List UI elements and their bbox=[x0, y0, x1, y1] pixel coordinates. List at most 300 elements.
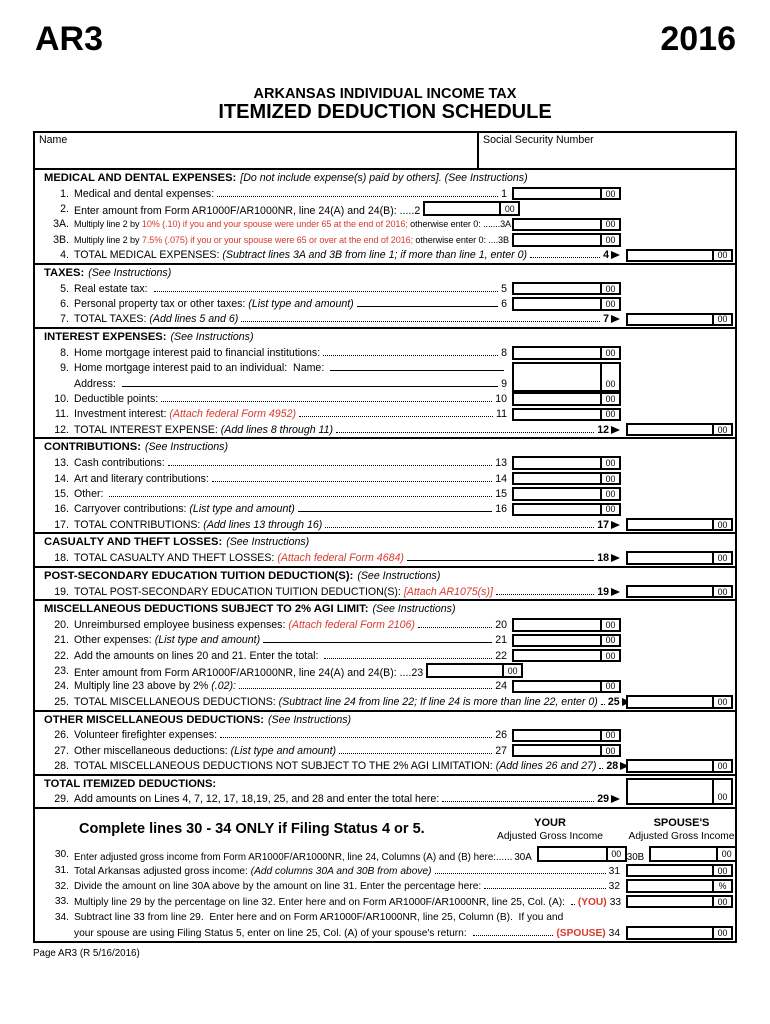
line-16-row bbox=[35, 502, 735, 517]
line-14-text bbox=[74, 473, 507, 485]
line-26-amount-input[interactable] bbox=[514, 731, 600, 740]
cents-label: 00 bbox=[712, 928, 731, 938]
line-4-amount-field bbox=[626, 249, 733, 262]
line-32-text bbox=[74, 880, 620, 892]
line-30-number: 30. bbox=[54, 849, 69, 861]
line-7-amount-field bbox=[626, 313, 733, 326]
line-6-text bbox=[74, 298, 507, 310]
line-23-text bbox=[74, 663, 735, 679]
line-23-label: Enter amount from Form AR1000F/AR1000NR, line 24(A) and 24(B): .... bbox=[74, 667, 412, 680]
blank-line[interactable] bbox=[330, 362, 504, 371]
arrow-icon bbox=[611, 795, 620, 803]
line-16-amount-input[interactable] bbox=[514, 505, 600, 514]
line-8-label: Home mortgage interest paid to financial institutions: bbox=[74, 346, 321, 359]
line-23-number: 23. bbox=[54, 665, 69, 678]
arrow-icon bbox=[611, 315, 620, 323]
line-10-amount-input[interactable] bbox=[514, 394, 600, 403]
line-11-label: Investment interest: bbox=[74, 408, 170, 421]
cents-label: 00 bbox=[499, 203, 518, 214]
line-34-row-2 bbox=[35, 925, 735, 941]
line-27-amount-field bbox=[512, 744, 621, 757]
cents-label: 00 bbox=[712, 897, 731, 907]
arrow-icon bbox=[611, 426, 620, 434]
line-25-amount-input[interactable] bbox=[628, 697, 712, 706]
line-23-amount-field bbox=[426, 663, 523, 678]
dot-leader bbox=[299, 408, 493, 417]
arrow-icon bbox=[611, 521, 620, 529]
line-12-amount-input[interactable] bbox=[628, 425, 712, 434]
section-contributions-header bbox=[35, 439, 735, 455]
line-18-text bbox=[74, 552, 620, 564]
line-1-amount-field bbox=[512, 187, 621, 200]
line-33-text bbox=[74, 896, 620, 908]
line-6-italic-note: (List type and amount) bbox=[248, 298, 354, 311]
line-32-amount-field bbox=[626, 879, 733, 893]
line-2-amount-field bbox=[423, 201, 520, 216]
line-28-amount-field bbox=[626, 759, 733, 772]
line-28-amount-input[interactable] bbox=[628, 761, 712, 770]
cents-label: 00 bbox=[600, 364, 619, 390]
line-26-label: Volunteer firefighter expenses: bbox=[74, 729, 218, 742]
line-15-amount-field bbox=[512, 487, 621, 500]
line-18-number: 18. bbox=[54, 552, 69, 565]
line-3a-ref: 3A bbox=[500, 219, 512, 230]
line-11-row bbox=[35, 407, 735, 422]
line-22-number: 22. bbox=[54, 649, 69, 662]
section-title: TAXES: bbox=[44, 266, 85, 279]
spouse-label: SPOUSE'S bbox=[653, 817, 710, 830]
section-note: (See Instructions) bbox=[144, 441, 228, 454]
line-25-text bbox=[74, 696, 620, 708]
section-tuition bbox=[35, 568, 735, 601]
cents-label: 00 bbox=[600, 489, 619, 498]
cents-label: 00 bbox=[600, 348, 619, 357]
line-8-number: 8. bbox=[60, 346, 69, 359]
cents-label: 00 bbox=[600, 189, 619, 198]
section-medical-header bbox=[35, 170, 735, 186]
section-title: CASUALTY AND THEFT LOSSES: bbox=[44, 536, 223, 549]
cents-label: 00 bbox=[600, 731, 619, 740]
line-5-ref: 5 bbox=[501, 282, 507, 295]
cents-label: 00 bbox=[600, 636, 619, 645]
dot-leader bbox=[442, 793, 594, 802]
section-title: POST-SECONDARY EDUCATION TUITION DEDUCTION(S): bbox=[44, 569, 354, 582]
line-9-label: Home mortgage interest paid to an individual: Name: bbox=[74, 362, 328, 375]
line-19-ref: 19 bbox=[597, 585, 609, 598]
line-25-label: TOTAL MISCELLANEOUS DEDUCTIONS: bbox=[74, 695, 279, 708]
line-15-ref: 15 bbox=[495, 487, 507, 500]
line-19-red-note: [Attach AR1075(s)] bbox=[403, 585, 493, 598]
line-7-row bbox=[35, 312, 735, 327]
line-19-row bbox=[35, 584, 735, 599]
line-1-label: Medical and dental expenses: bbox=[74, 187, 215, 200]
line-28-label: TOTAL MISCELLANEOUS DEDUCTIONS NOT SUBJECT TO THE 2% AGI LIMITATION: bbox=[74, 760, 496, 773]
line-20-ref: 20 bbox=[495, 618, 507, 631]
cents-label: 00 bbox=[716, 848, 735, 860]
line-17-number: 17. bbox=[54, 518, 69, 531]
line-29-text bbox=[74, 793, 620, 805]
line-34-number: 34. bbox=[54, 911, 69, 923]
line-30b-ref: 30B bbox=[626, 852, 645, 864]
cents-label: 00 bbox=[712, 520, 731, 529]
line-4-label: TOTAL MEDICAL EXPENSES: bbox=[74, 249, 223, 262]
line-3b-label-end: otherwise enter 0: .... bbox=[413, 234, 499, 245]
line-18-ref: 18 bbox=[597, 552, 609, 565]
section-casualty bbox=[35, 534, 735, 567]
cents-label: 00 bbox=[600, 620, 619, 629]
section-misc-2pct-header bbox=[35, 601, 735, 617]
line-16-text bbox=[74, 503, 507, 515]
dot-leader bbox=[324, 650, 492, 659]
line-31-amount-input[interactable] bbox=[628, 866, 712, 876]
line-3a-amount-field bbox=[512, 218, 621, 231]
your-label: YOUR bbox=[534, 817, 566, 830]
line-33-row bbox=[35, 894, 735, 910]
dot-leader bbox=[418, 619, 492, 628]
line-28-number: 28. bbox=[54, 760, 69, 773]
line-3b-label: Multiply line 2 by bbox=[74, 234, 142, 245]
line-31-amount-field bbox=[626, 864, 733, 878]
form-title-line1: ARKANSAS INDIVIDUAL INCOME TAX bbox=[253, 86, 517, 102]
cents-label: 00 bbox=[600, 458, 619, 467]
cents-label: 00 bbox=[600, 505, 619, 514]
section-note: (See Instructions) bbox=[268, 713, 352, 726]
line-33-amount-input[interactable] bbox=[628, 897, 712, 907]
line-19-label: TOTAL POST-SECONDARY EDUCATION TUITION DEDUCTION(S): bbox=[74, 585, 404, 598]
line-1-row bbox=[35, 186, 735, 201]
section-total-itemized bbox=[35, 776, 735, 809]
line-26-ref: 26 bbox=[495, 729, 507, 742]
blank-line[interactable] bbox=[357, 298, 498, 307]
line-5-row bbox=[35, 281, 735, 296]
section-note: (See Instructions) bbox=[226, 536, 310, 549]
cents-label: 00 bbox=[712, 587, 731, 596]
cents-label: 00 bbox=[600, 746, 619, 755]
cents-label: 00 bbox=[600, 299, 619, 308]
line-15-amount-input[interactable] bbox=[514, 489, 600, 498]
form-code: AR3 bbox=[35, 20, 104, 58]
section-note: (See Instructions) bbox=[170, 331, 254, 344]
line-14-number: 14. bbox=[54, 472, 69, 485]
line-9-name-row bbox=[35, 361, 735, 376]
line-18-amount-input[interactable] bbox=[628, 553, 712, 562]
name-field[interactable] bbox=[35, 133, 477, 168]
line-17-label: TOTAL CONTRIBUTIONS: bbox=[74, 518, 204, 531]
line-28-row bbox=[35, 758, 735, 773]
line-2-text bbox=[74, 201, 735, 217]
line-22-amount-input[interactable] bbox=[514, 651, 600, 660]
line-2-amount-input[interactable] bbox=[425, 203, 499, 214]
dot-leader bbox=[473, 927, 554, 936]
dot-leader bbox=[109, 488, 492, 497]
spouse-agi-column-header bbox=[628, 817, 735, 844]
line-31-label: Total Arkansas adjusted gross income: bbox=[74, 865, 251, 877]
line-18-red-note: (Attach federal Form 4684) bbox=[277, 552, 404, 565]
line-5-amount-input[interactable] bbox=[514, 284, 600, 293]
arrow-icon bbox=[611, 588, 620, 596]
line-31-row bbox=[35, 863, 735, 879]
line-27-italic-note: (List type and amount) bbox=[230, 744, 337, 757]
line-32-number: 32. bbox=[54, 880, 69, 892]
cents-label: 00 bbox=[600, 474, 619, 483]
line-25-ref: 25 bbox=[607, 695, 620, 708]
line-25-row bbox=[35, 694, 735, 709]
name-label: Name bbox=[39, 134, 68, 146]
line-32-ref: 32 bbox=[608, 881, 620, 893]
line-11-amount-field bbox=[512, 408, 621, 421]
line-3b-amount-input[interactable] bbox=[514, 235, 600, 244]
line-1-number: 1. bbox=[60, 187, 69, 200]
line-8-amount-input[interactable] bbox=[514, 348, 600, 357]
line-9-address-row bbox=[35, 376, 735, 391]
line-1-ref: 1 bbox=[501, 187, 507, 200]
line-34-amount-input[interactable] bbox=[628, 928, 712, 938]
line-34-spouse-label: (SPOUSE) bbox=[556, 927, 606, 939]
dot-leader bbox=[530, 249, 600, 258]
line-34-label-1: Subtract line 33 from line 29. Enter here and on Form AR1000F/AR1000NR, line 25, Column (B). If you and bbox=[74, 911, 564, 923]
line-28-italic-note: (Add lines 26 and 27) bbox=[495, 760, 597, 773]
line-13-amount-field bbox=[512, 456, 621, 469]
cents-label: 00 bbox=[502, 665, 521, 676]
line-10-ref: 10 bbox=[495, 392, 507, 405]
section-note: (See Instructions) bbox=[357, 569, 441, 582]
section-interest bbox=[35, 329, 735, 439]
section-other-misc-header bbox=[35, 712, 735, 728]
line-16-ref: 16 bbox=[495, 503, 507, 516]
dot-leader bbox=[336, 424, 594, 433]
dot-leader bbox=[168, 457, 493, 466]
line-33-ref: 33 bbox=[609, 896, 622, 908]
line-22-amount-field bbox=[512, 649, 621, 662]
line-20-amount-input[interactable] bbox=[514, 620, 600, 629]
line-23-amount-input[interactable] bbox=[428, 665, 502, 676]
line-13-label: Cash contributions: bbox=[74, 457, 165, 470]
line-30-label: Enter adjusted gross income from Form AR1000F/AR1000NR, line 24, Columns (A) and (B) here:...... bbox=[74, 852, 513, 864]
line-24-number: 24. bbox=[54, 680, 69, 693]
line-8-ref: 8 bbox=[501, 346, 507, 359]
line-7-italic-note: (Add lines 5 and 6) bbox=[149, 313, 239, 326]
filing-status-heading-row bbox=[35, 815, 735, 847]
ssn-field[interactable] bbox=[477, 133, 735, 168]
line-6-amount-input[interactable] bbox=[514, 299, 600, 308]
section-note: (See Instructions) bbox=[372, 603, 456, 616]
section-title: CONTRIBUTIONS: bbox=[44, 441, 141, 454]
dot-leader bbox=[161, 393, 492, 402]
section-misc-2pct bbox=[35, 601, 735, 711]
line-17-italic-note: (Add lines 13 through 16) bbox=[203, 518, 323, 531]
line-20-text bbox=[74, 619, 507, 631]
line-1-amount-input[interactable] bbox=[514, 189, 600, 198]
line-3a-row bbox=[35, 217, 735, 232]
line-12-label: TOTAL INTEREST EXPENSE: bbox=[74, 423, 221, 436]
section-note: [Do not include expense(s) paid by others]. (See Instructions) bbox=[240, 172, 528, 184]
line-3b-row bbox=[35, 232, 735, 247]
line-5-text bbox=[74, 283, 507, 295]
blank-line[interactable] bbox=[407, 552, 594, 561]
line-8-amount-field bbox=[512, 346, 621, 359]
dot-leader bbox=[212, 473, 492, 482]
line-28-text bbox=[74, 760, 620, 772]
line-15-row bbox=[35, 486, 735, 501]
line-7-ref: 7 bbox=[603, 313, 609, 326]
line-4-amount-input[interactable] bbox=[628, 251, 712, 260]
line-13-amount-input[interactable] bbox=[514, 458, 600, 467]
line-30b-amount-field bbox=[649, 846, 737, 862]
line-12-text bbox=[74, 424, 620, 436]
line-32-row bbox=[35, 878, 735, 894]
line-31-text bbox=[74, 865, 620, 877]
line-23-ref: 23 bbox=[411, 667, 424, 680]
line-30a-amount-input[interactable] bbox=[539, 848, 606, 860]
line-25-number: 25. bbox=[54, 695, 69, 708]
section-tuition-header bbox=[35, 568, 735, 584]
line-14-ref: 14 bbox=[495, 472, 507, 485]
line-21-italic-note: (List type and amount) bbox=[154, 634, 261, 647]
spouse-agi-label: Adjusted Gross Income bbox=[628, 830, 735, 842]
blank-line[interactable] bbox=[298, 503, 492, 512]
line-9-address-text bbox=[74, 378, 507, 390]
line-2-label: Enter amount from Form AR1000F/AR1000NR, line 24(A) and 24(B): ..... bbox=[74, 205, 415, 218]
cents-label: 00 bbox=[712, 761, 731, 770]
line-27-amount-input[interactable] bbox=[514, 746, 600, 755]
line-11-amount-input[interactable] bbox=[514, 410, 600, 419]
line-29-number: 29. bbox=[54, 793, 69, 806]
line-11-ref: 11 bbox=[496, 408, 507, 421]
line-27-number: 27. bbox=[54, 744, 69, 757]
section-title: OTHER MISCELLANEOUS DEDUCTIONS: bbox=[44, 713, 265, 726]
dot-leader bbox=[601, 696, 605, 705]
dot-leader bbox=[323, 347, 498, 356]
dot-leader bbox=[496, 586, 594, 595]
line-34-row-1 bbox=[35, 909, 735, 925]
line-7-amount-input[interactable] bbox=[628, 315, 712, 324]
line-30-text bbox=[74, 846, 735, 863]
cents-label: 00 bbox=[712, 315, 731, 324]
line-20-number: 20. bbox=[54, 618, 69, 631]
line-4-italic-note: (Subtract lines 3A and 3B from line 1; if more than line 1, enter 0) bbox=[222, 249, 527, 262]
line-3a-label-end: otherwise enter 0: ....... bbox=[407, 219, 501, 230]
cents-label: 00 bbox=[712, 866, 731, 876]
line-19-number: 19. bbox=[54, 585, 69, 598]
line-24-amount-input[interactable] bbox=[514, 682, 600, 691]
line-9-number: 9. bbox=[60, 362, 69, 375]
line-16-amount-field bbox=[512, 503, 621, 516]
blank-line[interactable] bbox=[122, 378, 498, 387]
line-29-amount-field bbox=[626, 778, 733, 805]
cents-label: 00 bbox=[600, 220, 619, 229]
blank-line[interactable] bbox=[263, 634, 492, 643]
line-26-text bbox=[74, 729, 507, 741]
line-24-italic-note: (.02): bbox=[211, 680, 236, 693]
dot-leader bbox=[217, 188, 498, 197]
dot-leader bbox=[435, 865, 606, 874]
line-12-italic-note: (Add lines 8 through 11) bbox=[220, 423, 334, 436]
line-6-number: 6. bbox=[60, 298, 69, 311]
line-21-amount-field bbox=[512, 634, 621, 647]
line-19-text bbox=[74, 586, 620, 598]
dot-leader bbox=[571, 896, 575, 905]
line-12-number: 12. bbox=[54, 423, 69, 436]
line-20-amount-field bbox=[512, 618, 621, 631]
line-33-amount-field bbox=[626, 895, 733, 909]
line-24-ref: 24 bbox=[495, 680, 507, 693]
cents-label: 00 bbox=[600, 651, 619, 660]
line-9-amount-input[interactable] bbox=[514, 364, 600, 390]
line-30b-amount-input[interactable] bbox=[651, 848, 716, 860]
line-3b-amount-field bbox=[512, 233, 621, 246]
line-11-text bbox=[74, 408, 507, 420]
line-3a-amount-input[interactable] bbox=[514, 220, 600, 229]
form-body bbox=[33, 131, 737, 943]
line-21-ref: 21 bbox=[495, 634, 507, 647]
line-20-red-note: (Attach federal Form 2106) bbox=[288, 618, 415, 631]
line-21-row bbox=[35, 633, 735, 648]
line-30a-amount-field bbox=[537, 846, 627, 862]
line-26-number: 26. bbox=[54, 729, 69, 742]
line-3a-red-note: 10% (.10) if you and your spouse were under 65 at the end of 2016; bbox=[141, 219, 408, 230]
identity-row bbox=[35, 133, 735, 170]
dot-leader bbox=[239, 680, 492, 689]
line-16-number: 16. bbox=[54, 503, 69, 516]
line-6-label: Personal property tax or other taxes: bbox=[74, 298, 249, 311]
dot-leader bbox=[241, 313, 600, 322]
line-6-amount-field bbox=[512, 297, 621, 310]
line-29-amount-input[interactable] bbox=[628, 780, 712, 803]
your-agi-column-header bbox=[490, 817, 610, 844]
line-11-number: 11. bbox=[55, 408, 69, 421]
line-17-amount-input[interactable] bbox=[628, 520, 712, 529]
line-26-amount-field bbox=[512, 729, 621, 742]
line-5-amount-field bbox=[512, 282, 621, 295]
line-24-row bbox=[35, 679, 735, 694]
line-14-row bbox=[35, 471, 735, 486]
line-31-italic-note: (Add columns 30A and 30B from above) bbox=[250, 865, 432, 877]
line-4-ref: 4 bbox=[603, 249, 609, 262]
line-32-label: Divide the amount on line 30A above by the amount on line 31. Enter the percentage here: bbox=[74, 881, 482, 893]
line-15-label: Other: bbox=[74, 487, 107, 500]
dot-leader bbox=[599, 760, 603, 769]
line-31-ref: 31 bbox=[608, 865, 620, 877]
line-31-number: 31. bbox=[54, 865, 69, 876]
line-2-number: 2. bbox=[60, 203, 69, 216]
line-3b-number: 3B. bbox=[53, 233, 69, 246]
line-32-amount-input[interactable] bbox=[628, 881, 712, 891]
line-9-name-text bbox=[74, 362, 507, 374]
line-4-row bbox=[35, 248, 735, 263]
line-21-amount-input[interactable] bbox=[514, 636, 600, 645]
line-21-number: 21. bbox=[54, 634, 69, 647]
line-12-ref: 12 bbox=[597, 423, 609, 436]
line-13-text bbox=[74, 457, 507, 469]
line-15-number: 15. bbox=[54, 487, 69, 500]
line-24-label: Multiply line 23 above by 2% bbox=[74, 680, 212, 693]
line-24-amount-field bbox=[512, 680, 621, 693]
section-taxes bbox=[35, 265, 735, 329]
line-19-amount-input[interactable] bbox=[628, 587, 712, 596]
line-24-text bbox=[74, 680, 507, 692]
cents-label: 00 bbox=[712, 697, 731, 706]
line-5-label: Real estate tax: bbox=[74, 282, 151, 295]
line-15-text bbox=[74, 488, 507, 500]
section-interest-header bbox=[35, 329, 735, 345]
cents-label: 00 bbox=[600, 394, 619, 403]
line-21-text bbox=[74, 634, 507, 646]
line-3b-red-note: 7.5% (.075) if you or your spouse were 65 or over at the end of 2016; bbox=[141, 234, 413, 245]
line-27-text bbox=[74, 745, 507, 757]
line-14-amount-input[interactable] bbox=[514, 474, 600, 483]
line-22-ref: 22 bbox=[495, 649, 507, 662]
line-21-label: Other expenses: bbox=[74, 634, 155, 647]
